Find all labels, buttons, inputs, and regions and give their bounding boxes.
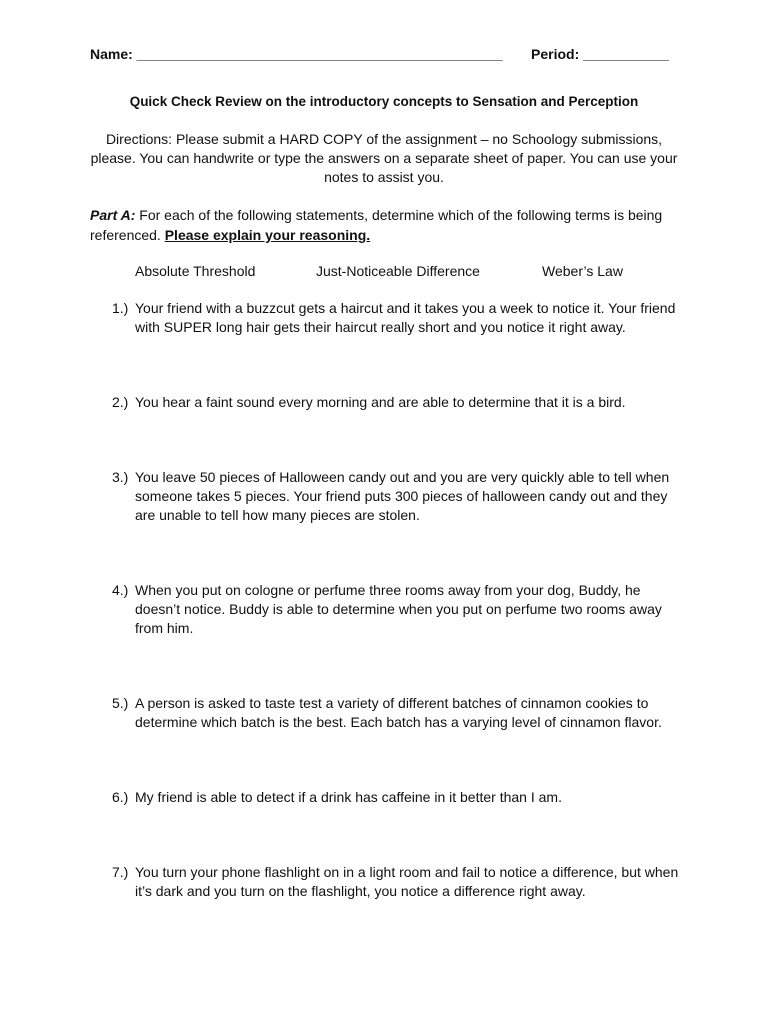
name-field: Name: _______________________________________________ [90,46,503,62]
question-number: 3.) [112,469,129,485]
term-just-noticeable-difference: Just-Noticeable Difference [316,263,480,279]
term-absolute-threshold: Absolute Threshold [135,263,256,279]
question-text: My friend is able to detect if a drink has caffeine in it better than I am. [135,789,562,805]
part-a-label: Part A: [90,207,136,223]
question-item [112,694,680,732]
question-text: You leave 50 pieces of Halloween candy out and you are very quickly able to tell when someone takes 5 pieces. Your friend puts 300 pieces of halloween candy out and they are unable to tell how many pieces are stolen. [135,469,670,523]
question-item [112,393,680,412]
question-number: 6.) [112,789,129,805]
part-a-instructions [90,205,680,245]
terms-list [135,262,680,282]
question-number: 4.) [112,582,129,598]
question-text: A person is asked to taste test a variety of different batches of cinnamon cookies to determine which batch is the best. Each batch has a varying level of cinnamon flavor. [135,695,662,730]
term-webers-law: Weber’s Law [542,263,623,279]
period-field: Period: ___________ [531,46,669,62]
question-number: 7.) [112,864,129,880]
question-item [112,299,680,337]
question-text: You hear a faint sound every morning and are able to determine that it is a bird. [135,394,626,410]
question-text: You turn your phone flashlight on in a light room and fail to notice a difference, but when it’s dark and you turn on the flashlight, you notice a difference right away. [135,864,679,899]
question-item [112,863,680,901]
worksheet-title: Quick Check Review on the introductory concepts to Sensation and Perception [129,94,639,109]
part-a-instruction-text: For each of the following statements, determine which of the following terms is being referenced. [90,207,663,243]
header-row [90,45,680,65]
question-text: When you put on cologne or perfume three rooms away from your dog, Buddy, he doesn’t notice. Buddy is able to determine when you put on perfume two rooms away from him. [135,582,662,636]
question-item [112,468,680,525]
question-number: 5.) [112,695,129,711]
question-item [112,788,680,807]
question-number: 2.) [112,394,129,410]
directions-text: Directions: Please submit a HARD COPY of the assignment – no Schoology submissions, please. You can handwrite or type the answers on a separate sheet of paper. You can use your notes to assist you. [90,131,678,185]
question-number: 1.) [112,300,129,316]
part-a-emphasis: Please explain your reasoning. [164,227,371,243]
question-item [112,581,680,638]
question-text: Your friend with a buzzcut gets a haircut and it takes you a week to notice it. Your friend with SUPER long hair gets their haircut really short and you notice it right away. [135,300,676,335]
